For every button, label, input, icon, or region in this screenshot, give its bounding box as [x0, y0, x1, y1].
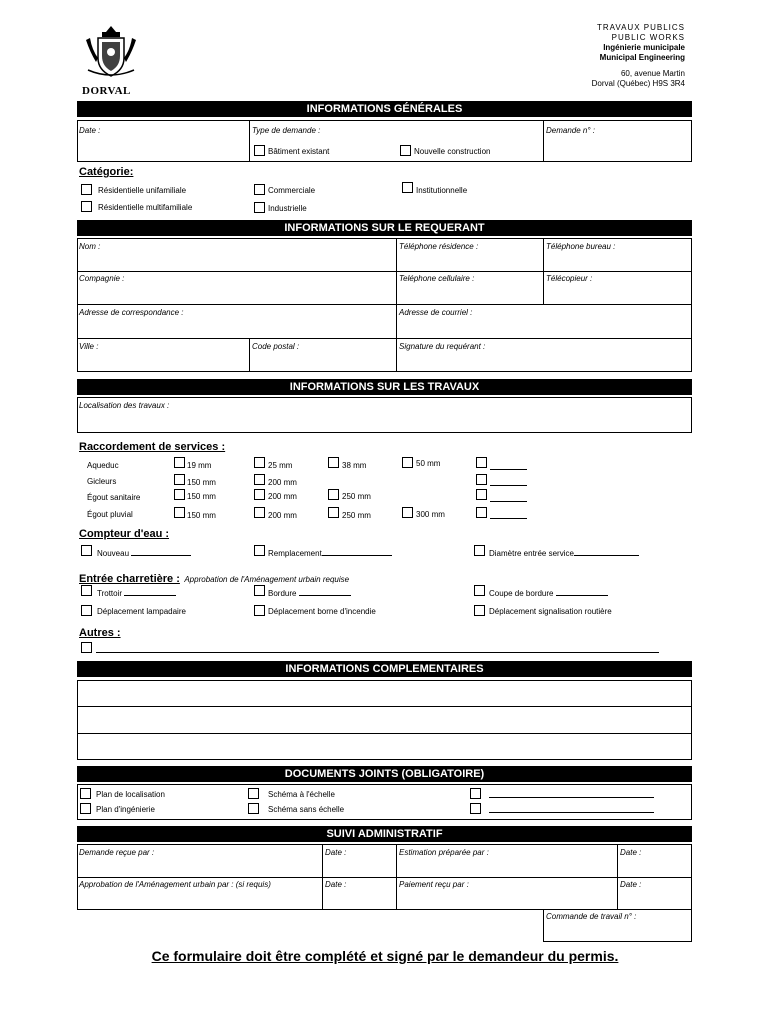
header-line3: Ingénierie municipale: [603, 43, 685, 52]
label-schema-sans: Schéma sans échelle: [268, 805, 345, 814]
label-demande-no: Demande n° :: [546, 126, 596, 135]
label-compteur-remplacement: [268, 547, 392, 558]
section-documents-title: DOCUMENTS JOINTS (OBLIGATOIRE): [77, 766, 692, 782]
doc-other-2-line[interactable]: [489, 812, 654, 813]
opt-gicleurs-150: 150 mm: [187, 478, 216, 487]
label-industrielle: Industrielle: [268, 204, 307, 213]
label-compteur-diametre: [489, 547, 639, 558]
footer-note: Ce formulaire doit être complété et signé par le demandeur du permis.: [151, 948, 619, 964]
autres-line[interactable]: [96, 652, 659, 653]
checkbox-schema-echelle[interactable]: [248, 788, 259, 799]
checkbox-nouvelle-construction[interactable]: [400, 145, 411, 156]
city-logo: [80, 22, 142, 97]
opt-pluvial-150: 150 mm: [187, 511, 216, 520]
label-localisation: Localisation des travaux :: [79, 401, 170, 410]
label-nom: Nom :: [79, 242, 101, 251]
header-line6: Dorval (Québec) H9S 3R4: [591, 79, 685, 88]
label-plan-ingenierie: Plan d'ingénierie: [96, 805, 155, 814]
opt-aqueduc-38: 38 mm: [342, 461, 367, 470]
requerant-table: [77, 238, 692, 372]
checkbox-lampadaire[interactable]: [81, 605, 92, 616]
blank-sanitaire-other[interactable]: [490, 493, 527, 502]
opt-pluvial-200: 200 mm: [268, 511, 297, 520]
checkbox-sanitaire-250[interactable]: [328, 489, 339, 500]
checkbox-trottoir[interactable]: [81, 585, 92, 596]
checkbox-institutionnelle[interactable]: [402, 182, 413, 193]
checkbox-plan-localisation[interactable]: [80, 788, 91, 799]
checkbox-res-multi[interactable]: [81, 201, 92, 212]
opt-aqueduc-19: 19 mm: [187, 461, 212, 470]
label-egout-sanitaire: Égout sanitaire: [87, 493, 141, 502]
checkbox-schema-sans[interactable]: [248, 803, 259, 814]
header-line1: TRAVAUX PUBLICS: [596, 23, 685, 32]
label-signature: Signature du requérant :: [399, 342, 486, 351]
section-raccordement-title: Raccordement de services :: [79, 441, 226, 453]
section-charretiere-heading: [79, 569, 349, 587]
label-commerciale: Commerciale: [268, 186, 316, 195]
section-general-title: INFORMATIONS GÉNÉRALES: [77, 101, 692, 117]
text-trottoir: Trottoir: [97, 589, 123, 598]
label-institutionnelle: Institutionnelle: [416, 186, 468, 195]
label-borne: Déplacement borne d'incendie: [268, 607, 376, 616]
checkbox-pluvial-other[interactable]: [476, 507, 487, 518]
label-gicleurs: Gicleurs: [87, 477, 117, 486]
checkbox-batiment-existant[interactable]: [254, 145, 265, 156]
text-remplacement: Remplacement: [268, 549, 322, 558]
checkbox-res-uni[interactable]: [81, 184, 92, 195]
charretiere-subtitle: Approbation de l'Aménagement urbain requise: [184, 575, 350, 584]
label-batiment-existant: Bâtiment existant: [268, 147, 330, 156]
coat-of-arms-icon: [80, 22, 142, 80]
header-line5: 60, avenue Martin: [620, 69, 685, 78]
checkbox-aqueduc-25[interactable]: [254, 457, 265, 468]
header-address: [592, 23, 685, 89]
section-travaux-title: INFORMATIONS SUR LES TRAVAUX: [77, 379, 692, 395]
label-suivi-date-3: Date :: [325, 880, 347, 889]
label-telecopieur: Télécopieur :: [546, 274, 593, 283]
checkbox-bordure[interactable]: [254, 585, 265, 596]
opt-sanitaire-250: 250 mm: [342, 492, 371, 501]
logo-text: DORVAL: [82, 85, 131, 97]
opt-gicleurs-200: 200 mm: [268, 478, 297, 487]
checkbox-sanitaire-200[interactable]: [254, 489, 265, 500]
section-compteur-title: Compteur d'eau :: [79, 528, 170, 540]
text-bordure: Bordure: [268, 589, 297, 598]
checkbox-borne[interactable]: [254, 605, 265, 616]
label-suivi-date-2: Date :: [620, 848, 642, 857]
checkbox-coupe-bordure[interactable]: [474, 585, 485, 596]
label-plan-localisation: Plan de localisation: [96, 790, 165, 799]
label-coupe-bordure: [489, 587, 608, 598]
label-ville: Ville :: [79, 342, 99, 351]
complementaires-table[interactable]: [77, 680, 692, 760]
checkbox-autres[interactable]: [81, 642, 92, 653]
label-suivi-date-1: Date :: [325, 848, 347, 857]
blank-gicleurs-other[interactable]: [490, 477, 527, 486]
checkbox-aqueduc-50[interactable]: [402, 457, 413, 468]
label-schema-echelle: Schéma à l'échelle: [268, 790, 335, 799]
text-nouveau: Nouveau: [97, 549, 130, 558]
checkbox-aqueduc-19[interactable]: [174, 457, 185, 468]
label-date: Date :: [79, 126, 101, 135]
label-code-postal: Code postal :: [252, 342, 300, 351]
header-line4: Municipal Engineering: [599, 53, 685, 62]
opt-sanitaire-150: 150 mm: [187, 492, 216, 501]
label-res-uni: Résidentielle unifamiliale: [98, 186, 187, 195]
checkbox-commerciale[interactable]: [254, 184, 265, 195]
section-categorie-title: Catégorie:: [79, 166, 134, 178]
opt-sanitaire-200: 200 mm: [268, 492, 297, 501]
label-type-demande: Type de demande :: [252, 126, 321, 135]
checkbox-gicleurs-150[interactable]: [174, 474, 185, 485]
label-egout-pluvial: Égout pluvial: [87, 510, 133, 519]
label-tel-residence: Téléphone résidence :: [399, 242, 479, 251]
checkbox-pluvial-150[interactable]: [174, 507, 185, 518]
opt-pluvial-250: 250 mm: [342, 511, 371, 520]
checkbox-compteur-remplacement[interactable]: [254, 545, 265, 556]
section-autres-title: Autres :: [79, 627, 121, 639]
label-estimation: Estimation préparée par :: [399, 848, 489, 857]
opt-aqueduc-50: 50 mm: [416, 459, 441, 468]
checkbox-gicleurs-200[interactable]: [254, 474, 265, 485]
checkbox-compteur-diametre[interactable]: [474, 545, 485, 556]
blank-pluvial-other[interactable]: [490, 510, 527, 519]
section-charretiere-title: Entrée charretière :: [79, 573, 180, 585]
text-coupe: Coupe de bordure: [489, 589, 554, 598]
checkbox-signalisation[interactable]: [474, 605, 485, 616]
label-bordure: [268, 587, 351, 598]
label-res-multi: Résidentielle multifamiliale: [98, 203, 193, 212]
text-diametre: Diamètre entrée service: [489, 549, 574, 558]
label-compagnie: Compagnie :: [79, 274, 125, 283]
label-tel-cellulaire: Teléphone cellulaire :: [399, 274, 475, 283]
opt-pluvial-300: 300 mm: [416, 510, 445, 519]
label-lampadaire: Déplacement lampadaire: [97, 607, 186, 616]
label-compteur-nouveau: [97, 547, 191, 558]
label-aqueduc: Aqueduc: [87, 461, 119, 470]
checkbox-pluvial-200[interactable]: [254, 507, 265, 518]
opt-aqueduc-25: 25 mm: [268, 461, 293, 470]
label-signalisation: Déplacement signalisation routière: [489, 607, 612, 616]
checkbox-pluvial-300[interactable]: [402, 507, 413, 518]
checkbox-aqueduc-other[interactable]: [476, 457, 487, 468]
checkbox-sanitaire-150[interactable]: [174, 489, 185, 500]
section-suivi-title: SUIVI ADMINISTRATIF: [77, 826, 692, 842]
checkbox-plan-ingenierie[interactable]: [80, 803, 91, 814]
label-trottoir: [97, 587, 176, 598]
checkbox-industrielle[interactable]: [254, 202, 265, 213]
checkbox-doc-other-1[interactable]: [470, 788, 481, 799]
doc-other-1-line[interactable]: [489, 797, 654, 798]
label-adresse-courriel: Adresse de courriel :: [399, 308, 473, 317]
blank-aqueduc-other[interactable]: [490, 461, 527, 470]
section-complementaires-title: INFORMATIONS COMPLEMENTAIRES: [77, 661, 692, 677]
checkbox-aqueduc-38[interactable]: [328, 457, 339, 468]
checkbox-gicleurs-other[interactable]: [476, 474, 487, 485]
label-tel-bureau: Téléphone bureau :: [546, 242, 616, 251]
label-commande: Commande de travail n° :: [546, 912, 637, 921]
label-adresse-corr: Adresse de correspondance :: [79, 308, 184, 317]
label-approbation: Approbation de l'Aménagement urbain par : (si requis): [79, 880, 271, 889]
general-table: [77, 120, 692, 162]
label-paiement: Paiement reçu par :: [399, 880, 469, 889]
documents-table: [77, 784, 692, 820]
checkbox-compteur-nouveau[interactable]: [81, 545, 92, 556]
header-line2: PUBLIC WORKS: [611, 33, 685, 42]
section-requerant-title: INFORMATIONS SUR LE REQUERANT: [77, 220, 692, 236]
label-nouvelle-construction: Nouvelle construction: [414, 147, 491, 156]
checkbox-doc-other-2[interactable]: [470, 803, 481, 814]
label-demande-recue: Demande reçue par :: [79, 848, 155, 857]
checkbox-sanitaire-other[interactable]: [476, 489, 487, 500]
label-suivi-date-4: Date :: [620, 880, 642, 889]
checkbox-pluvial-250[interactable]: [328, 507, 339, 518]
